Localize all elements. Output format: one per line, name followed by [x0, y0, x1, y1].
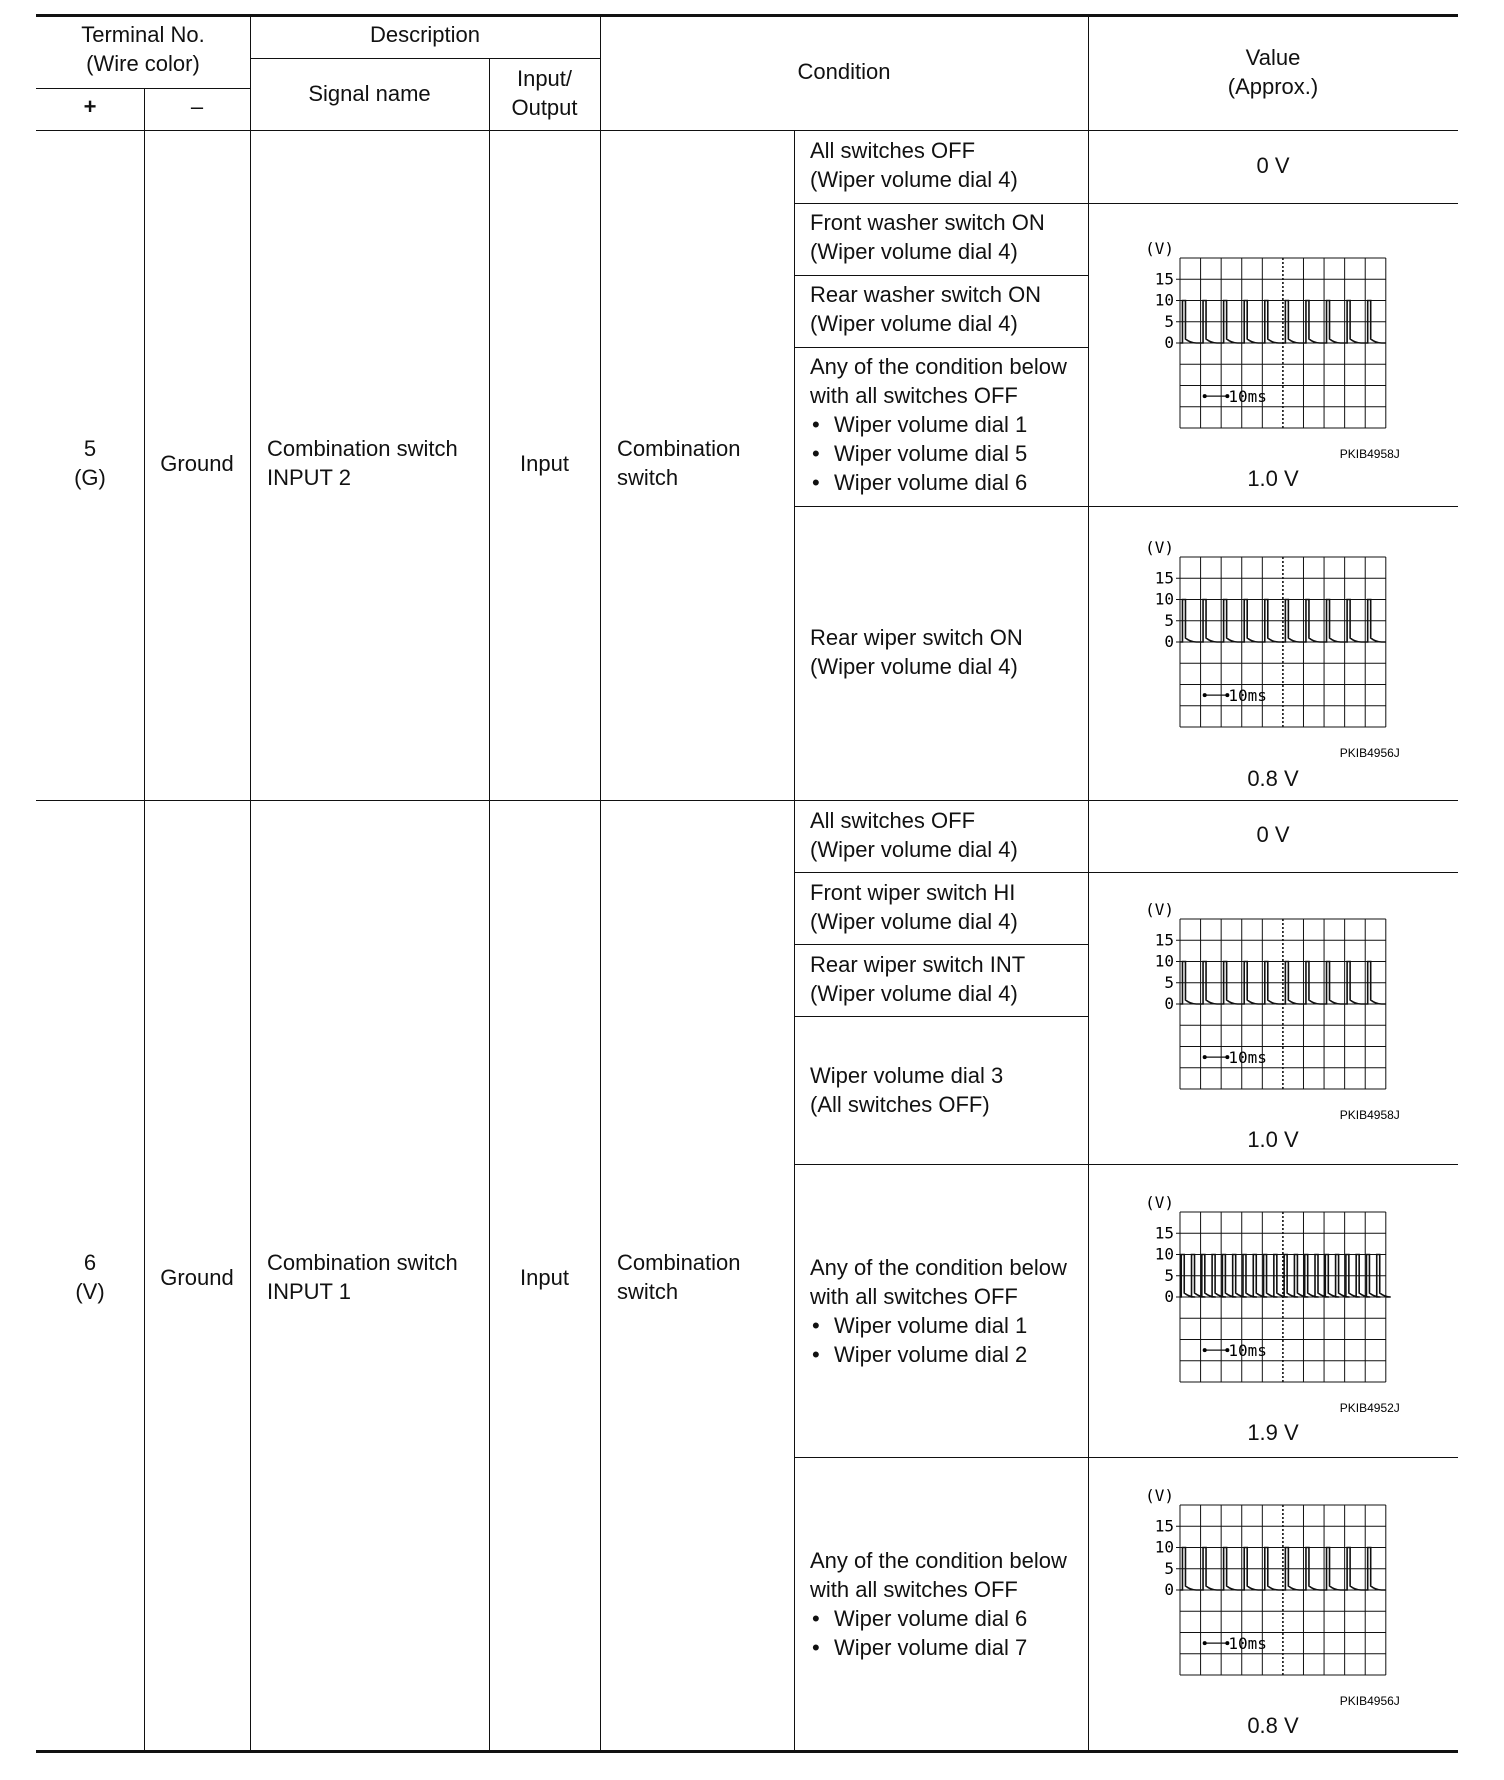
condition-bullet: • Wiper volume dial 6 — [810, 1604, 1067, 1633]
terminal-number: 6 — [83, 1250, 97, 1275]
condition-main: Combination — [617, 436, 741, 461]
header-input-output-2: Output — [511, 95, 578, 120]
time-division-label: 10ms — [1228, 1048, 1267, 1068]
condition-item: Any of the condition below with all switches OFF • Wiper volume dial 6 • Wiper volume dial 7 — [810, 1546, 1067, 1662]
col-divider — [144, 88, 145, 1750]
condition-item: Front wiper switch HI (Wiper volume dial 4) — [810, 880, 1018, 934]
y-tick-label: 5 — [1164, 610, 1174, 630]
input-output: Input — [520, 1265, 569, 1290]
time-marker-start — [1203, 1055, 1207, 1059]
row5-sub-divider — [794, 203, 1458, 204]
row5-sub-divider — [794, 275, 1088, 276]
y-tick-label: 0 — [1164, 632, 1174, 651]
header-value-approx: (Approx.) — [1227, 74, 1319, 99]
condition-item: Rear wiper switch ON (Wiper volume dial 4) — [810, 625, 1023, 679]
col-divider — [794, 130, 795, 1750]
condition-bullet: • Wiper volume dial 1 — [810, 410, 1067, 439]
row6-sub-divider — [794, 1164, 1458, 1165]
oscilloscope-svg — [1140, 1486, 1410, 1708]
y-tick-label: (V) — [1145, 239, 1174, 258]
oscilloscope-svg — [1140, 900, 1410, 1122]
value-text: 1.0 V — [1247, 1127, 1299, 1152]
col-divider — [250, 14, 251, 1750]
condition-main: Combination — [617, 1250, 741, 1275]
y-tick-label: 5 — [1164, 1265, 1174, 1285]
oscilloscope-graph — [1140, 900, 1410, 1122]
figure-code: PKIB4956J — [1339, 746, 1400, 760]
condition-bullet: • Wiper volume dial 7 — [810, 1633, 1067, 1662]
description-divider — [250, 58, 600, 59]
y-tick-label: 10 — [1154, 1537, 1174, 1557]
header-terminal-no: Terminal No. — [81, 22, 205, 47]
header-value: Value — [1245, 45, 1301, 70]
y-tick-label: 5 — [1164, 1558, 1174, 1578]
wire-color: (V) — [75, 1279, 105, 1304]
condition-bullet: • Wiper volume dial 2 — [810, 1340, 1067, 1369]
condition-item: Rear washer switch ON (Wiper volume dial 4) — [810, 282, 1042, 336]
input-output: Input — [520, 451, 569, 476]
oscilloscope-graph — [1140, 1193, 1410, 1415]
oscilloscope-svg — [1140, 1193, 1410, 1415]
y-tick-label: 10 — [1154, 290, 1174, 310]
row5-sub-divider — [794, 506, 1458, 507]
header-condition: Condition — [797, 59, 891, 84]
signal-name-2: INPUT 1 — [267, 1279, 351, 1304]
y-tick-label: 0 — [1164, 1287, 1174, 1306]
figure-code: PKIB4958J — [1339, 1108, 1400, 1122]
oscilloscope-graph — [1140, 538, 1410, 760]
condition-item: Front washer switch ON (Wiper volume dial 4) — [810, 210, 1045, 264]
y-tick-label: 0 — [1164, 1580, 1174, 1599]
time-marker-start — [1203, 394, 1207, 398]
row6-sub-divider — [794, 1457, 1458, 1458]
condition-item: Wiper volume dial 3 (All switches OFF) — [810, 1063, 1004, 1117]
value-text: 0.8 V — [1247, 1713, 1299, 1738]
time-division-label: 10ms — [1228, 1634, 1267, 1654]
row6-sub-divider — [794, 944, 1088, 945]
y-tick-label: 15 — [1154, 1223, 1174, 1243]
oscilloscope-graph — [1140, 239, 1410, 461]
y-tick-label: 0 — [1164, 994, 1174, 1013]
y-tick-label: (V) — [1145, 900, 1174, 919]
condition-bullet: • Wiper volume dial 5 — [810, 439, 1067, 468]
header-wire-color: (Wire color) — [86, 51, 200, 76]
signal-name: Combination switch — [267, 436, 458, 461]
value-text: 1.9 V — [1247, 1420, 1299, 1445]
header-minus: – — [190, 94, 204, 119]
oscilloscope-svg — [1140, 538, 1410, 760]
y-tick-label: 15 — [1154, 568, 1174, 588]
row6-sub-divider — [794, 872, 1458, 873]
signal-name: Combination switch — [267, 1250, 458, 1275]
condition-bullet: • Wiper volume dial 6 — [810, 468, 1067, 497]
y-tick-label: 15 — [1154, 1516, 1174, 1536]
y-tick-label: 10 — [1154, 951, 1174, 971]
table-bottom-rule — [36, 1750, 1458, 1753]
header-description: Description — [369, 22, 481, 47]
y-tick-label: 5 — [1164, 972, 1174, 992]
y-tick-label: (V) — [1145, 1193, 1174, 1212]
value-text: 0.8 V — [1247, 766, 1299, 791]
time-division-label: 10ms — [1228, 1341, 1267, 1361]
condition-item: Rear wiper switch INT (Wiper volume dial 4) — [810, 952, 1026, 1006]
y-tick-label: 0 — [1164, 333, 1174, 352]
value-text: 1.0 V — [1247, 466, 1299, 491]
y-tick-label: 15 — [1154, 269, 1174, 289]
time-marker-start — [1203, 1641, 1207, 1645]
time-marker-start — [1203, 693, 1207, 697]
oscilloscope-graph — [1140, 1486, 1410, 1708]
oscilloscope-svg — [1140, 239, 1410, 461]
figure-code: PKIB4956J — [1339, 1694, 1400, 1708]
col-divider — [600, 14, 601, 1750]
terminal-number: 5 — [83, 436, 97, 461]
condition-item: All switches OFF (Wiper volume dial 4) — [810, 138, 1018, 192]
y-tick-label: 5 — [1164, 311, 1174, 331]
value-text: 0 V — [1256, 153, 1290, 178]
condition-item: Any of the condition below with all switches OFF • Wiper volume dial 1 • Wiper volume dial 2 — [810, 1253, 1067, 1369]
row6-sub-divider — [794, 1016, 1088, 1017]
y-tick-label: 10 — [1154, 589, 1174, 609]
header-input-output: Input/ — [516, 66, 573, 91]
value-text: 0 V — [1256, 822, 1290, 847]
terminal-divider — [36, 88, 250, 89]
figure-code: PKIB4958J — [1339, 447, 1400, 461]
ground-terminal: Ground — [160, 451, 234, 476]
col-divider — [489, 58, 490, 1750]
wire-color: (G) — [74, 465, 106, 490]
ground-terminal: Ground — [160, 1265, 234, 1290]
time-marker-start — [1203, 1348, 1207, 1352]
figure-code: PKIB4952J — [1339, 1401, 1400, 1415]
condition-item: Any of the condition below with all switches OFF • Wiper volume dial 1 • Wiper volume dial 5 • Wiper volume dial 6 — [810, 352, 1067, 497]
header-signal-name: Signal name — [308, 81, 431, 106]
condition-bullet: • Wiper volume dial 1 — [810, 1311, 1067, 1340]
col-divider — [1088, 14, 1089, 1750]
condition-main-2: switch — [617, 465, 679, 490]
y-tick-label: 10 — [1154, 1244, 1174, 1264]
time-division-label: 10ms — [1228, 686, 1267, 706]
row5-sub-divider — [794, 347, 1088, 348]
condition-item: All switches OFF (Wiper volume dial 4) — [810, 808, 1018, 862]
y-tick-label: (V) — [1145, 1486, 1174, 1505]
y-tick-label: 15 — [1154, 930, 1174, 950]
signal-name-2: INPUT 2 — [267, 465, 351, 490]
header-plus: + — [83, 94, 97, 119]
time-division-label: 10ms — [1228, 387, 1267, 407]
condition-main-2: switch — [617, 1279, 679, 1304]
y-tick-label: (V) — [1145, 538, 1174, 557]
